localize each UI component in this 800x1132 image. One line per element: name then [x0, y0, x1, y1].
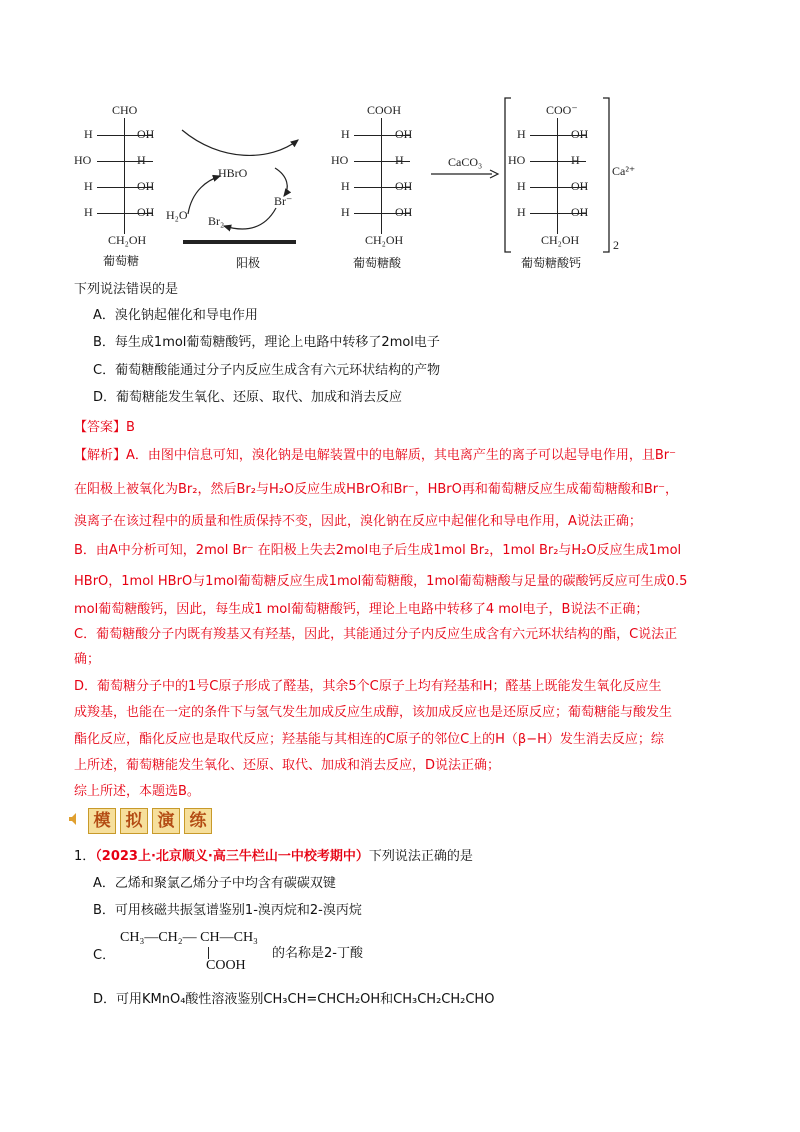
- option-a: A．溴化钠起催化和导电作用: [93, 308, 258, 323]
- glucose-r3-left: H: [84, 179, 93, 193]
- practice-header: [74, 847, 473, 867]
- glucose-r4-left: H: [84, 205, 93, 219]
- glucose-r1-left: H: [84, 127, 93, 141]
- salt-caption: 葡萄糖酸钙: [521, 256, 582, 270]
- salt-r4-left: H: [517, 205, 526, 219]
- practice-stem: 下列说法正确的是: [368, 849, 473, 864]
- banner-char: 拟: [120, 808, 148, 834]
- analysis-line: B．由A中分析可知，2mol Br⁻ 在阳极上失去2mol电子后生成1mol Br₂，1mol Br₂与H₂O反应生成1mol: [74, 543, 682, 558]
- acid-top-group: COOH: [367, 103, 402, 117]
- salt-r2-right: H: [571, 153, 580, 167]
- option-c-text: 的名称是2-丁酸: [272, 946, 363, 961]
- analysis-line: 溴离子在该过程中的质量和性质保持不变，因此，溴化钠在反应中起催化和导电作用，A说法正确；: [74, 514, 642, 529]
- acid-r2-left: HO: [331, 153, 349, 167]
- acid-r1-left: H: [341, 127, 350, 141]
- bromine-label: Br₂: [208, 214, 225, 228]
- reaction-arrow: [430, 168, 500, 180]
- speaker-icon: [68, 812, 80, 826]
- practice-option-d: D．可用KMnO₄酸性溶液鉴别CH₃CH=CHCH₂OH和CH₃CH₂CH₂CHO: [93, 992, 495, 1007]
- acid-r2-right: H: [395, 153, 404, 167]
- anode-caption: 阳极: [236, 256, 261, 270]
- banner-char: 模: [88, 808, 116, 834]
- glucose-r1-right: OH: [137, 127, 155, 141]
- banner-char: 练: [184, 808, 212, 834]
- salt-r1-left: H: [517, 127, 526, 141]
- acid-bottom-group: CH₂OH: [365, 233, 404, 247]
- glucose-caption: 葡萄糖: [103, 254, 140, 268]
- glucose-r3-right: OH: [137, 179, 155, 193]
- question-stem: 下列说法错误的是: [74, 282, 179, 297]
- salt-r3-right: OH: [571, 179, 589, 193]
- acid-caption: 葡萄糖酸: [353, 256, 402, 270]
- glucose-r4-right: OH: [137, 205, 155, 219]
- option-c-label: C．: [93, 948, 116, 963]
- analysis-line: 上所述，葡萄糖能发生氧化、还原、取代、加成和消去反应，D说法正确；: [74, 758, 501, 773]
- acid-r4-left: H: [341, 205, 350, 219]
- acid-r3-right: OH: [395, 179, 413, 193]
- banner-char: 演: [152, 808, 180, 834]
- acid-r1-right: OH: [395, 127, 413, 141]
- salt-top-group: COO⁻: [546, 103, 578, 117]
- practice-option-b: B．可用核磁共振氢谱鉴别1-溴丙烷和2-溴丙烷: [93, 903, 362, 918]
- question-number: 1．: [74, 849, 96, 864]
- salt-brackets: [503, 96, 613, 254]
- calcium-ion: Ca²⁺: [612, 164, 636, 178]
- option-d: D．葡萄糖能发生氧化、还原、取代、加成和消去反应: [93, 390, 403, 405]
- analysis-line: 酯化反应，酯化反应也是取代反应；羟基能与其相连的C原子的邻位C上的H（β−H）发生消去反应；综: [74, 732, 664, 747]
- option-c-branch: COOH: [206, 958, 246, 973]
- analysis-line: C．葡萄糖酸分子内既有羧基又有羟基，因此，其能通过分子内反应生成含有六元环状结构的酯，C说法正: [74, 627, 678, 642]
- salt-subscript: 2: [613, 238, 619, 252]
- salt-r2-left: HO: [508, 153, 526, 167]
- analysis-line: 确；: [74, 652, 101, 667]
- analysis-line: mol葡萄糖酸钙，因此，每生成1 mol葡萄糖酸钙，理论上电路中转移了4 mol电子，B说法不正确；: [74, 602, 649, 617]
- practice-option-a: A．乙烯和聚氯乙烯分子中均含有碳碳双键: [93, 876, 336, 891]
- question-source: （2023上·北京顺义·高三牛栏山一中校考期中）: [95, 849, 369, 864]
- salt-r3-left: H: [517, 179, 526, 193]
- glucose-r2-right: H: [137, 153, 146, 167]
- analysis-line: 成羧基，也能在一定的条件下与氢气发生加成反应生成醇，该加成反应也是还原反应；葡萄糖能与酸发生: [74, 705, 673, 720]
- option-b: B．每生成1mol葡萄糖酸钙，理论上电路中转移了2mol电子: [93, 335, 440, 350]
- glucose-bottom-group: CH₂OH: [108, 233, 147, 247]
- glucose-r2-left: HO: [74, 153, 92, 167]
- analysis-line: 【解析】A．由图中信息可知，溴化钠是电解装置中的电解质，其电离产生的离子可以起导电作用，且Br⁻: [74, 448, 677, 463]
- anode-cycle-arrows: [160, 118, 310, 248]
- bromide-label: Br⁻: [274, 194, 293, 208]
- glucose-top-group: CHO: [112, 103, 138, 117]
- option-c: C．葡萄糖酸能通过分子内反应生成含有六元环状结构的产物: [93, 363, 441, 378]
- analysis-line: 在阳极上被氧化为Br₂，然后Br₂与H₂O反应生成HBrO和Br⁻，HBrO再和葡萄糖反应生成葡萄糖酸和Br⁻，: [74, 482, 678, 497]
- anode-electrode: [183, 240, 296, 244]
- acid-r3-left: H: [341, 179, 350, 193]
- analysis-line: HBrO，1mol HBrO与1mol葡萄糖反应生成1mol葡萄糖酸，1mol葡萄糖酸与足量的碳酸钙反应可生成0.5: [74, 574, 688, 589]
- salt-r1-right: OH: [571, 127, 589, 141]
- salt-r4-right: OH: [571, 205, 589, 219]
- acid-r4-right: OH: [395, 205, 413, 219]
- water-label: H₂O: [166, 208, 188, 222]
- option-c-formula: CH₃—CH₂— CH—CH₃: [120, 930, 258, 945]
- reagent-label: CaCO₃: [448, 155, 483, 169]
- answer-label: 【答案】B: [74, 420, 135, 435]
- analysis-line: D．葡萄糖分子中的1号C原子形成了醛基，其余5个C原子上均有羟基和H；醛基上既能发生氧化反应生: [74, 679, 662, 694]
- hbro-label: HBrO: [218, 166, 248, 180]
- salt-bottom-group: CH₂OH: [541, 233, 580, 247]
- analysis-line: 综上所述，本题选B。: [74, 784, 200, 799]
